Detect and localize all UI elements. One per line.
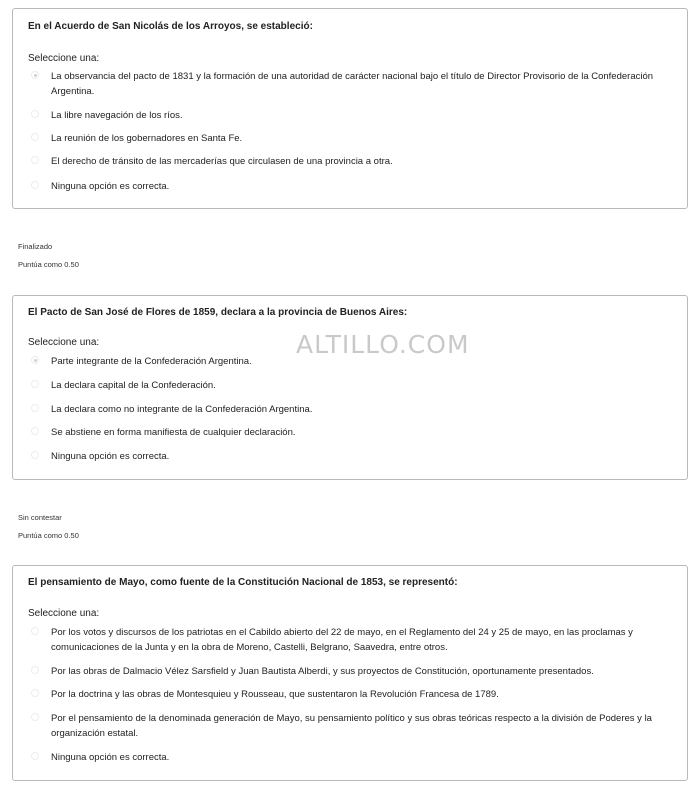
option-label: Parte integrante de la Confederación Argentina. <box>51 356 252 367</box>
option-label: La reunión de los gobernadores en Santa Fe. <box>51 133 243 144</box>
question-text: El Pacto de San José de Flores de 1859, declara a la provincia de Buenos Aires: <box>28 307 408 318</box>
watermark: ALTILLO.COM <box>296 330 470 359</box>
question-status: Finalizado <box>18 242 53 251</box>
question-text: En el Acuerdo de San Nicolás de los Arroyos, se estableció: <box>28 21 313 32</box>
radio-button[interactable] <box>31 156 39 164</box>
option-label: Ninguna opción es correcta. <box>51 752 170 763</box>
radio-button[interactable] <box>31 713 39 721</box>
radio-button[interactable] <box>31 181 39 189</box>
option-label: Por las obras de Dalmacio Vélez Sarsfield y Juan Bautista Alberdi, y sus proyectos de Constitución, oportunamente presentados. <box>51 666 594 677</box>
option-1[interactable] <box>31 69 675 99</box>
radio-button[interactable] <box>31 627 39 635</box>
option-3[interactable] <box>31 687 675 702</box>
option-3[interactable] <box>31 402 675 417</box>
option-4[interactable] <box>31 711 675 741</box>
option-3[interactable] <box>31 131 675 146</box>
select-prompt: Seleccione una: <box>28 337 100 348</box>
option-label: La declara capital de la Confederación. <box>51 380 216 391</box>
option-label: Por el pensamiento de la denominada generación de Mayo, su pensamiento político y sus obras teóricas respecto a la división de Poderes y la organización estatal. <box>51 713 652 739</box>
option-2[interactable] <box>31 108 675 123</box>
question-text: El pensamiento de Mayo, como fuente de la Constitución Nacional de 1853, se representó: <box>28 577 458 588</box>
question-status: Sin contestar <box>18 513 62 522</box>
option-2[interactable] <box>31 664 675 679</box>
option-label: La observancia del pacto de 1831 y la formación de una autoridad de carácter nacional bajo el título de Director Provisorio de la Confederación Argentina. <box>51 71 654 97</box>
option-2[interactable] <box>31 378 675 393</box>
option-5[interactable] <box>31 179 675 194</box>
option-5[interactable] <box>31 750 675 765</box>
radio-button[interactable] <box>31 110 39 118</box>
question-card-1 <box>12 8 688 209</box>
select-prompt: Seleccione una: <box>28 53 100 64</box>
option-label: Se abstiene en forma manifiesta de cualquier declaración. <box>51 427 296 438</box>
question-card-2 <box>12 295 688 480</box>
radio-button[interactable] <box>31 380 39 388</box>
question-score: Puntúa como 0.50 <box>18 260 79 269</box>
radio-button[interactable] <box>31 451 39 459</box>
option-label: El derecho de tránsito de las mercaderías que circulasen de una provincia a otra. <box>51 156 393 167</box>
radio-button[interactable] <box>31 133 39 141</box>
option-4[interactable] <box>31 425 675 440</box>
radio-button[interactable] <box>31 71 39 79</box>
option-label: Por la doctrina y las obras de Montesquieu y Rousseau, que sustentaron la Revolución Francesa de 1789. <box>51 689 499 700</box>
select-prompt: Seleccione una: <box>28 608 100 619</box>
radio-button[interactable] <box>31 666 39 674</box>
option-label: Ninguna opción es correcta. <box>51 451 170 462</box>
radio-button[interactable] <box>31 404 39 412</box>
option-label: Ninguna opción es correcta. <box>51 181 170 192</box>
question-card-3 <box>12 565 688 781</box>
radio-button[interactable] <box>31 356 39 364</box>
option-5[interactable] <box>31 449 675 464</box>
radio-button[interactable] <box>31 752 39 760</box>
radio-button[interactable] <box>31 427 39 435</box>
option-label: La declara como no integrante de la Confederación Argentina. <box>51 404 313 415</box>
option-label: La libre navegación de los ríos. <box>51 110 183 121</box>
question-score: Puntúa como 0.50 <box>18 531 79 540</box>
option-4[interactable] <box>31 154 675 169</box>
radio-button[interactable] <box>31 689 39 697</box>
option-label: Por los votos y discursos de los patriotas en el Cabildo abierto del 22 de mayo, en el Reglamento del 24 y 25 de mayo, en las proclamas y comunicaciones de la Junta y en la obra de Moreno, Castelli, Belgrano, Saavedra, entre otros. <box>51 627 633 653</box>
option-1[interactable] <box>31 625 675 655</box>
